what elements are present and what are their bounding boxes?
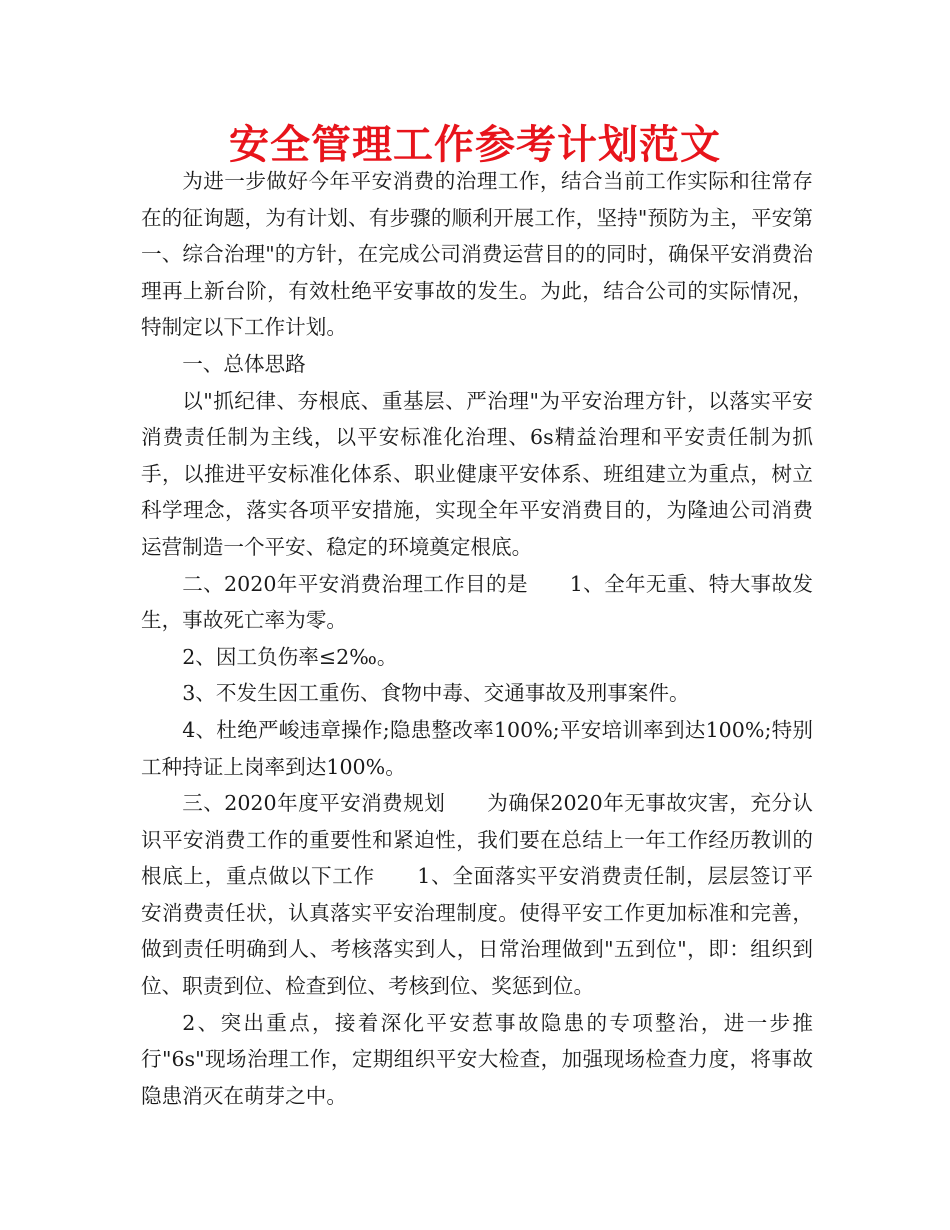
paragraph-section-2-goal-2: 2、因工负伤率≤2‰。 [182,644,398,669]
paragraph-section-3-plan-2: 2、突出重点，接着深化平安惹事故隐患的专项整治，进一步推行"6s"现场治理工作，定期组织平安大检查，加强现场检查力度，将事故隐患消灭在萌芽之中。 [141,1010,813,1108]
paragraph-section-1-body: 以"抓纪律、夯根底、重基层、严治理"为平安治理方针，以落实平安消费责任制为主线，以平安标准化治理、6s精益治理和平安责任制为抓手，以推进平安标准化体系、职业健康平安体系、班组建立为重点，树立科学理念，落实各项平安措施，实现全年平安消费目的，为隆迪公司消费运营制造一个平安、稳定的环境奠定根底。 [141,388,813,559]
paragraph-section-2-goal-4: 4、杜绝严峻违章操作;隐患整改率100%;平安培训率到达100%;特别工种持证上岗率到达100%。 [141,717,813,779]
paragraph-intro: 为进一步做好今年平安消费的治理工作，结合当前工作实际和往常存在的征询题，为有计划、有步骤的顺利开展工作，坚持"预防为主，平安第一、综合治理"的方针，在完成公司消费运营目的的同时，确保平安消费治理再上新台阶，有效杜绝平安事故的发生。为此，结合公司的实际情况，特制定以下工作计划。 [141,169,813,340]
paragraph-section-2-goal-1: 二、2020年平安消费治理工作目的是 1、全年无重、特大事故发生，事故死亡率为零。 [141,571,813,633]
paragraph-section-3-plan-1: 三、2020年度平安消费规划 为确保2020年无事故灾害，充分认识平安消费工作的重要性和紧迫性，我们要在总结上一年工作经历教训的根底上，重点做以下工作 1、全面落实平安消费责任制，层层签订平安消费责任状，认真落实平安治理制度。使得平安工作更加标准和完善，做到责任明确到人、考核落实到人，日常治理做到"五到位"，即：组织到位、职责到位、检查到位、考核到位、奖惩到位。 [141,791,813,999]
paragraph-section-2-goal-3: 3、不发生因工重伤、食物中毒、交通事故及刑事案件。 [182,681,690,706]
document-body [141,163,813,1114]
document-title: 安全管理工作参考计划范文 [229,122,721,168]
paragraph-section-1-heading: 一、总体思路 [182,351,306,376]
